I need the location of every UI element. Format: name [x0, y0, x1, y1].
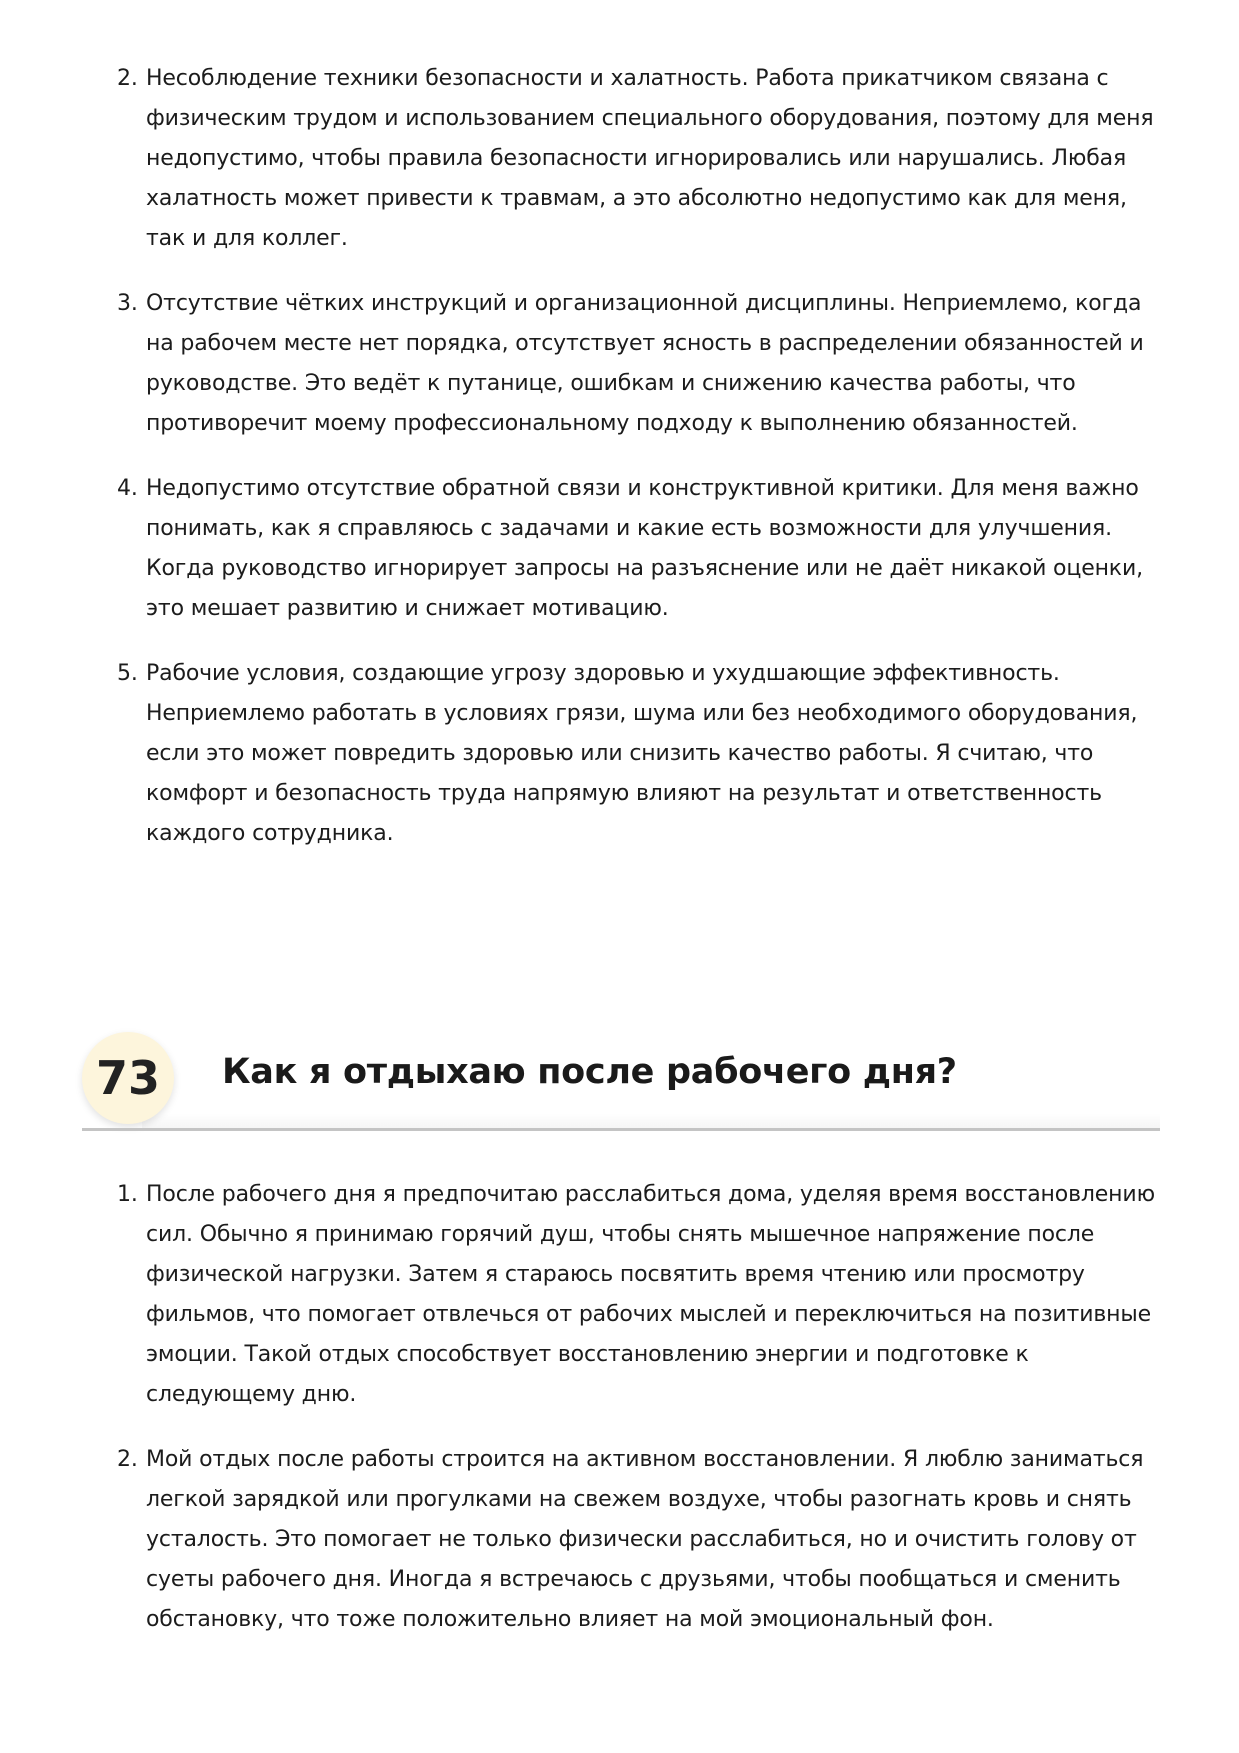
list-item-text: Недопустимо отсутствие обратной связи и конструктивной критики. Для меня важно понимать, как я справляюсь с задачами и какие есть возможности для улучшения. Когда руководство игнорирует запросы на разъяснение или не даёт никакой оценки, это мешает развитию и снижает мотивацию. — [146, 476, 1143, 621]
list-item-text: Рабочие условия, создающие угрозу здоровью и ухудшающие эффективность. Неприемлемо работать в условиях грязи, шума или без необходимого оборудования, если это может повредить здоровью или снизить качество работы. Я считаю, что комфорт и безопасность труда напрямую влияют на результат и ответственность каждого сотрудника. — [146, 661, 1138, 846]
question-divider — [82, 1128, 1160, 1131]
answers-list — [117, 1175, 1162, 1665]
list-item-number: 2. — [117, 1447, 138, 1472]
list-item-number: 5. — [117, 661, 138, 686]
list-item-text: Мой отдых после работы строится на активном восстановлении. Я люблю заниматься легкой зарядкой или прогулками на свежем воздухе, чтобы разогнать кровь и снять усталость. Это помогает не только физически расслабиться, но и очистить голову от суеты рабочего дня. Иногда я встречаюсь с друзьями, чтобы пообщаться и сменить обстановку, что тоже положительно влияет на мой эмоциональный фон. — [146, 1447, 1144, 1632]
list-item — [117, 654, 1162, 854]
list-item-number: 3. — [117, 291, 138, 316]
list-item-text: После рабочего дня я предпочитаю расслабиться дома, уделяя время восстановлению сил. Обычно я принимаю горячий душ, чтобы снять мышечное напряжение после физической нагрузки. Затем я стараюсь посвятить время чтению или просмотру фильмов, что помогает отвлечься от рабочих мыслей и переключиться на позитивные эмоции. Такой отдых способствует восстановлению энергии и подготовке к следующему дню. — [146, 1182, 1155, 1407]
list-item — [117, 59, 1162, 259]
previous-answers-list — [117, 59, 1162, 879]
list-item — [117, 469, 1162, 629]
list-item-number: 1. — [117, 1182, 138, 1207]
list-item-number: 2. — [117, 66, 138, 91]
list-item — [117, 1440, 1162, 1640]
list-item — [117, 1175, 1162, 1415]
list-item-text: Несоблюдение техники безопасности и халатность. Работа прикатчиком связана с физическим трудом и использованием специального оборудования, поэтому для меня недопустимо, чтобы правила безопасности игнорировались или нарушались. Любая халатность может привести к травмам, а это абсолютно недопустимо как для меня, так и для коллег. — [146, 66, 1154, 251]
list-item — [117, 284, 1162, 444]
question-header — [82, 1029, 1160, 1131]
question-number-badge: 73 — [82, 1032, 174, 1124]
question-title: Как я отдыхаю после рабочего дня? — [222, 1052, 957, 1092]
list-item-number: 4. — [117, 476, 138, 501]
list-item-text: Отсутствие чётких инструкций и организационной дисциплины. Неприемлемо, когда на рабочем месте нет порядка, отсутствует ясность в распределении обязанностей и руководстве. Это ведёт к путанице, ошибкам и снижению качества работы, что противоречит моему профессиональному подходу к выполнению обязанностей. — [146, 291, 1144, 436]
